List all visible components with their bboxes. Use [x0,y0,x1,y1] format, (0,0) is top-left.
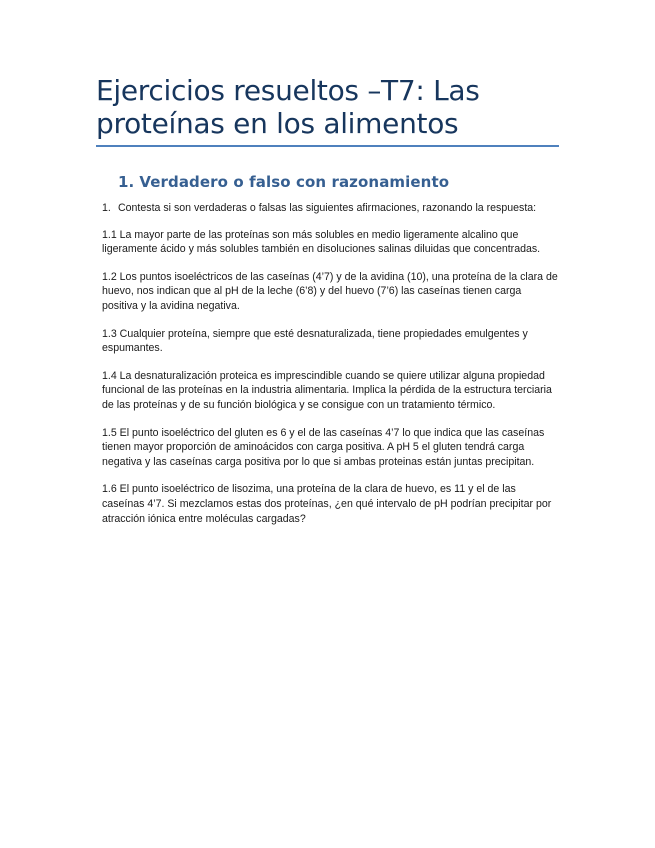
section-title: Verdadero o falso con razonamiento [139,173,450,191]
question-1-3: 1.3 Cualquier proteína, siempre que esté desnaturalizada, tiene propiedades emulgentes y espumantes. [102,327,528,355]
intro-text: Contesta si son verdaderas o falsas las siguientes afirmaciones, razonando la respuesta: [118,202,537,214]
section-number: 1. [118,173,135,191]
title-underline [96,145,559,147]
question-1-5: 1.5 El punto isoeléctrico del gluten es 6 y el de las caseínas 4’7 lo que indica que las caseínas tienen mayor proporción de aminoácidos con carga positiva. A pH 5 el gluten tendrá carga negativa y las caseínas carga positiva por lo que si ambas proteinas están juntas precipitan. [102,426,545,468]
document-body [96,201,561,526]
intro-item [102,201,561,216]
question-1-4: 1.4 La desnaturalización proteica es imprescindible cuando se quiere utilizar alguna propiedad funcional de las proteínas en la industria alimentaria. Implica la pérdida de la estructura terciaria de las proteínas y de su función biológica y se consigue con un tratamiento térmico. [102,369,552,411]
document-page [96,74,561,539]
intro-number: 1. [102,202,111,214]
question-1-2: 1.2 Los puntos isoeléctricos de las caseínas (4’7) y de la avidina (10), una proteína de la clara de huevo, nos indican que al pH de la leche (6’8) y del huevo (7’6) las caseínas tienen carga positiva y la avidina negativa. [102,270,558,312]
document-title: Ejercicios resueltos –T7: Las proteínas en los alimentos [96,74,480,140]
section-heading [118,173,561,191]
question-1-6: 1.6 El punto isoeléctrico de lisozima, una proteína de la clara de huevo, es 11 y el de las caseínas 4’7. Si mezclamos estas dos proteínas, ¿en qué intervalo de pH podrían precipitar por atracción iónica entre moléculas cargadas? [102,483,552,525]
question-1-1: 1.1 La mayor parte de las proteínas son más solubles en medio ligeramente alcalino que ligeramente ácido y más solubles también en disoluciones salinas diluidas que concentradas. [102,228,541,256]
